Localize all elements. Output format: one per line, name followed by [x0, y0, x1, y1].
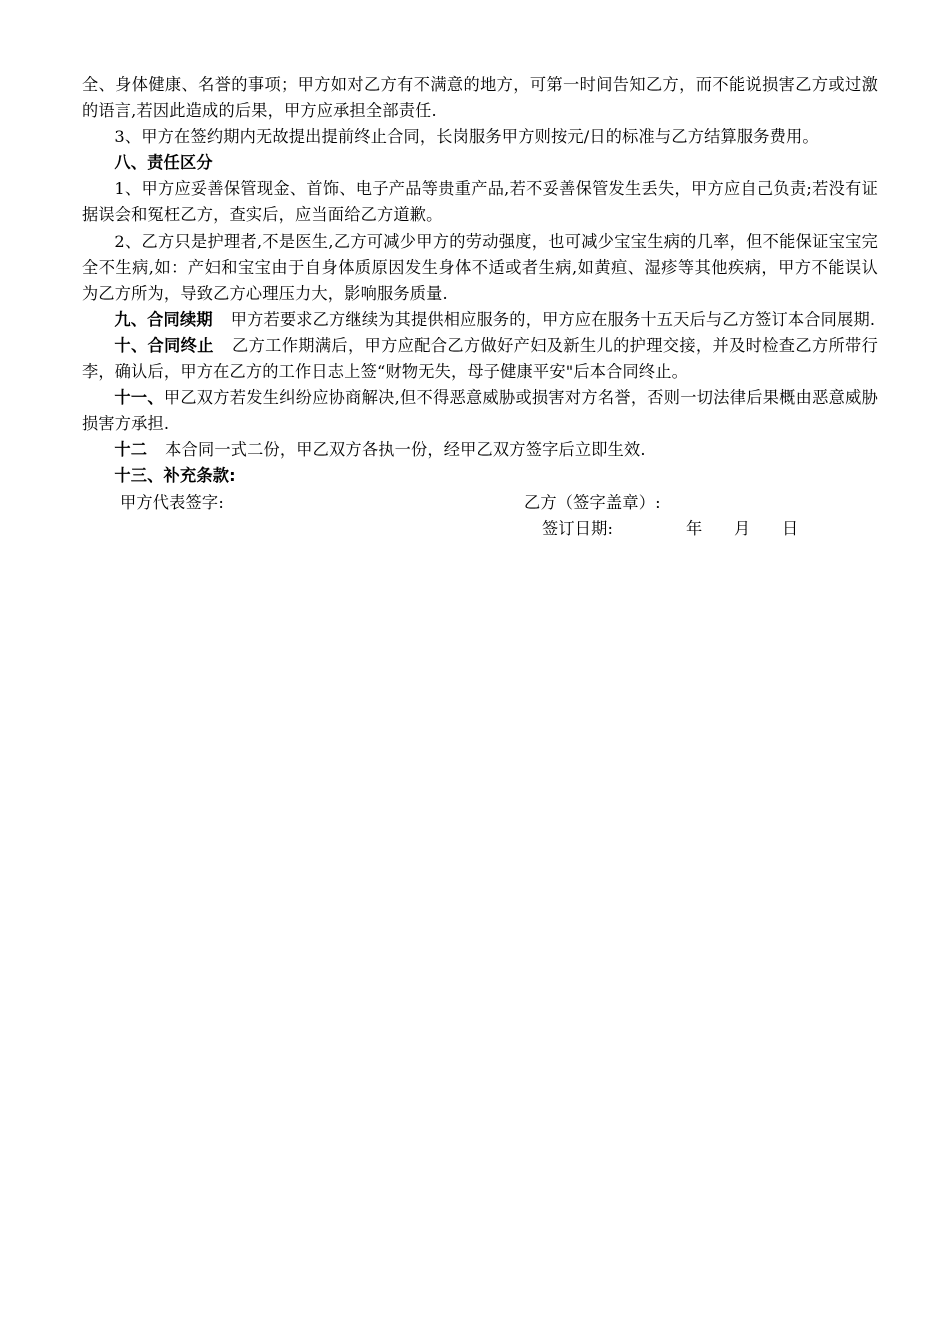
signing-date-row [82, 516, 878, 542]
section-11 [82, 385, 878, 437]
section-12 [82, 437, 878, 463]
section-10 [82, 333, 878, 385]
section-11-title: 十一、 [114, 388, 164, 408]
date-year-label: 年 [686, 518, 703, 538]
section-9-title: 九、合同续期 [114, 309, 213, 329]
section-8-item-1: 1、甲方应妥善保管现金、首饰、电子产品等贵重产品,若不妥善保管发生丢失，甲方应自己负责;若没有证据误会和冤枉乙方，查实后，应当面给乙方道歉。 [82, 179, 878, 225]
party-a-signature-label: 甲方代表签字: [120, 492, 224, 512]
section-13-title: 十三、补充条款: [114, 466, 236, 486]
contract-page [82, 72, 878, 542]
section-10-title: 十、合同终止 [114, 335, 214, 355]
section-9-text: 甲方若要求乙方继续为其提供相应服务的，甲方应在服务十五天后与乙方签订本合同展期. [230, 309, 876, 329]
signature-row [82, 490, 878, 516]
section-8-title: 八、责任区分 [114, 153, 213, 173]
section-8-heading [82, 150, 878, 176]
section-12-text: 本合同一式二份，甲乙双方各执一份，经甲乙双方签字后立即生效. [165, 440, 646, 460]
signing-date-label: 签订日期: [542, 518, 614, 538]
paragraph-continuation: 全、身体健康、名誉的事项；甲方如对乙方有不满意的地方，可第一时间告知乙方，而不能说损害乙方或过激的语言,若因此造成的后果，甲方应承担全部责任. [82, 75, 878, 121]
section-13-heading [82, 463, 878, 489]
section-9 [82, 307, 878, 333]
section-12-title: 十二 [114, 440, 148, 460]
date-month-label: 月 [734, 518, 751, 538]
party-b-signature-label: 乙方（签字盖章）: [524, 492, 661, 512]
date-day-label: 日 [782, 518, 799, 538]
section-10-text: 乙方工作期满后，甲方应配合乙方做好产妇及新生儿的护理交接，并及时检查乙方所带行李，确认后，甲方在乙方的工作日志上签“财物无失，母子健康平安"后本合同终止。 [82, 335, 879, 382]
section-11-text: 甲乙双方若发生纠纷应协商解决,但不得恶意威胁或损害对方名誉，否则一切法律后果概由恶意威胁损害方承担. [82, 388, 878, 434]
section-8-item-2: 2、乙方只是护理者,不是医生,乙方可减少甲方的劳动强度，也可减少宝宝生病的几率，但不能保证宝宝完全不生病,如：产妇和宝宝由于自身体质原因发生身体不适或者生病,如黄疸、湿疹等其他疾病，甲方不能误认为乙方所为，导致乙方心理压力大，影响服务质量. [82, 231, 878, 303]
paragraph-item-3: 3、甲方在签约期内无故提出提前终止合同，长岗服务甲方则按元/日的标准与乙方结算服务费用。 [114, 127, 819, 147]
